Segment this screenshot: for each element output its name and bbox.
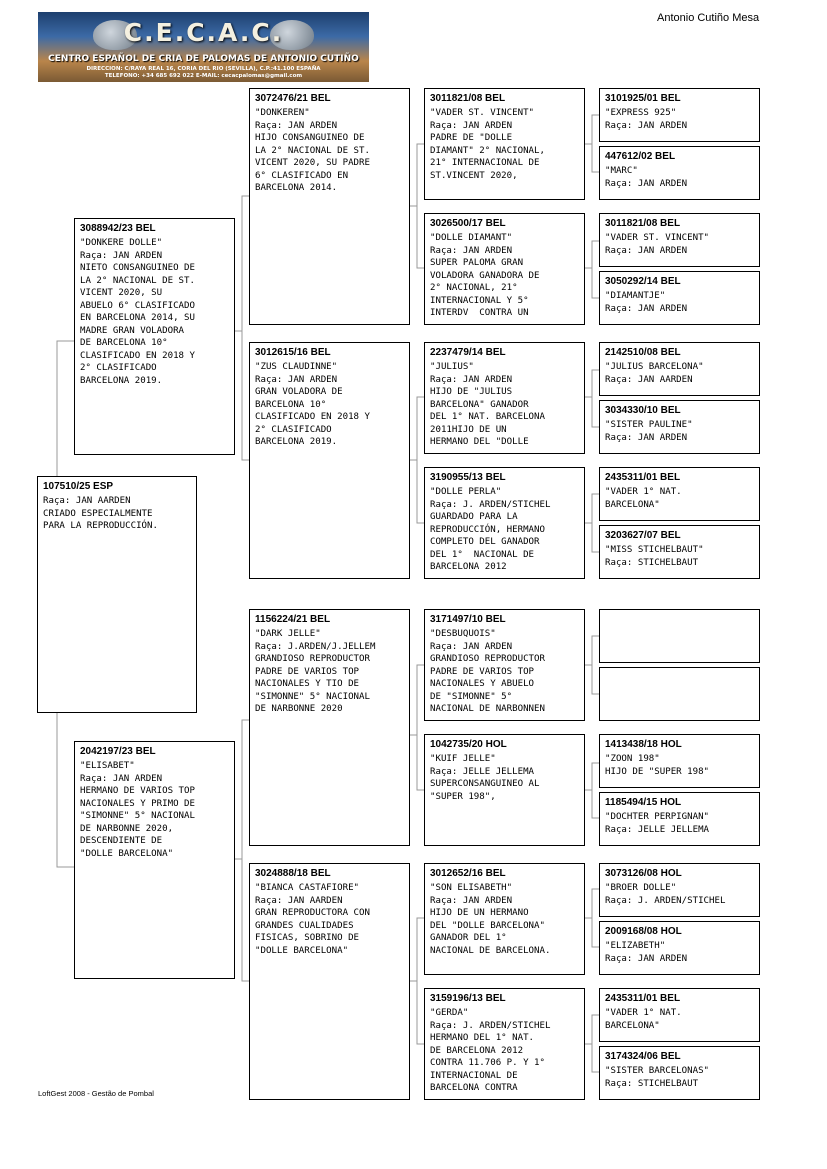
pigeon-card-sire-sire: [249, 88, 410, 325]
pigeon-card-g12: [599, 792, 760, 846]
pigeon-card-dam-sire: [249, 609, 410, 846]
ring-number: 3159196/13 BEL: [430, 993, 506, 1004]
pigeon-details: "DOLLE DIAMANT" Raça: JAN ARDEN SUPER PALOMA GRAN VOLADORA GANADORA DE 2° NACIONAL, 21° INTERNACIONAL Y 5° INTERDV CONTRA UN: [430, 233, 540, 318]
pigeon-details: "ELISABET" Raça: JAN ARDEN HERMANO DE VARIOS TOP NACIONALES Y PRIMO DE "SIMONNE" 5° NACIONAL DE NARBONNE 2020, DESCENDIENTE DE "DOLLE BARCELONA": [80, 761, 195, 859]
pigeon-card-sss: [424, 88, 585, 200]
pigeon-card-g7: [599, 467, 760, 521]
ring-number: 2009168/08 HOL: [605, 926, 682, 937]
pigeon-card-dds: [424, 863, 585, 975]
pigeon-details: "BIANCA CASTAFIORE" Raça: JAN AARDEN GRAN REPRODUCTORA CON GRANDES CUALIDADES FISICAS, SOBRINO DE "DOLLE BARCELONA": [255, 883, 370, 956]
pigeon-card-dss: [424, 609, 585, 721]
ring-number: 1042735/20 HOL: [430, 739, 507, 750]
pigeon-card-g11: [599, 734, 760, 788]
pigeon-details: "DONKEREN" Raça: JAN ARDEN HIJO CONSANGUINEO DE LA 2° NACIONAL DE ST. VICENT 2020, SU PADRE 6° CLASIFICADO EN BARCELONA 2014.: [255, 108, 370, 193]
pigeon-card-sire-dam: [249, 342, 410, 579]
ring-number: 2435311/01 BEL: [605, 993, 681, 1004]
software-footer: LoftGest 2008 - Gestão de Pombal: [38, 1089, 154, 1098]
pigeon-details: "DIAMANTJE" Raça: JAN ARDEN: [605, 291, 688, 314]
pigeon-details: "DOCHTER PERPIGNAN" Raça: JELLE JELLEMA: [605, 812, 710, 835]
ring-number: 3203627/07 BEL: [605, 530, 681, 541]
pigeon-details: "JULIUS BARCELONA" Raça: JAN AARDEN: [605, 362, 704, 385]
pigeon-details: "KUIF JELLE" Raça: JELLE JELLEMA SUPERCONSANGUINEO AL "SUPER 198",: [430, 754, 540, 802]
pigeon-details: "DONKERE DOLLE" Raça: JAN ARDEN NIETO CONSANGUINEO DE LA 2° NACIONAL DE ST. VICENT 2020, SU ABUELO 6° CLASIFICADO EN BARCELONA 2014, SU MADRE GRAN VOLADORA DE BARCELONA 10° CLASIFICADO EN 2018 Y 2° CLASIFICADO BARCELONA 2019.: [80, 238, 195, 386]
pigeon-card-g16: [599, 1046, 760, 1100]
ring-number: 3050292/14 BEL: [605, 276, 681, 287]
pigeon-card-g5: [599, 342, 760, 396]
pigeon-card-g2: [599, 146, 760, 200]
ring-number: 3024888/18 BEL: [255, 868, 331, 879]
pigeon-details: "ZUS CLAUDINNE" Raça: JAN ARDEN GRAN VOLADORA DE BARCELONA 10° CLASIFICADO EN 2018 Y 2° CLASIFICADO BARCELONA 2019.: [255, 362, 370, 447]
ring-number: 3101925/01 BEL: [605, 93, 681, 104]
pigeon-card-g14: [599, 921, 760, 975]
ring-number: 3034330/10 BEL: [605, 405, 681, 416]
pigeon-card-g15: [599, 988, 760, 1042]
pigeon-details: "SISTER BARCELONAS" Raça: STICHELBAUT: [605, 1066, 710, 1089]
ring-number: 3011821/08 BEL: [430, 93, 506, 104]
pigeon-details: "VADER 1° NAT. BARCELONA": [605, 1008, 682, 1031]
pigeon-details: "ZOON 198" HIJO DE "SUPER 198": [605, 754, 710, 777]
pigeon-details: "SISTER PAULINE" Raça: JAN ARDEN: [605, 420, 693, 443]
pigeon-details: "VADER ST. VINCENT" Raça: JAN ARDEN PADRE DE "DOLLE DIAMANT" 2° NACIONAL, 21° INTERNACIONAL DE ST.VINCENT 2020,: [430, 108, 545, 181]
ring-number: 2435311/01 BEL: [605, 472, 681, 483]
pigeon-card-dam-dam: [249, 863, 410, 1100]
pigeon-card-sire: [74, 218, 235, 455]
ring-number: 3190955/13 BEL: [430, 472, 506, 483]
pigeon-card-g9-empty: [599, 609, 760, 663]
pigeon-card-g10-empty: [599, 667, 760, 721]
pigeon-details: "EXPRESS 925" Raça: JAN ARDEN: [605, 108, 688, 131]
logo-subtitle: CENTRO ESPAÑOL DE CRIA DE PALOMAS DE ANTONIO CUTIÑO: [48, 54, 359, 64]
ring-number: 3174324/06 BEL: [605, 1051, 681, 1062]
pigeon-card-ddd: [424, 988, 585, 1100]
pigeon-details: "GERDA" Raça: J. ARDEN/STICHEL HERMANO DEL 1° NAT. DE BARCELONA 2012 CONTRA 11.706 P. Y 1° INTERNACIONAL DE BARCELONA CONTRA: [430, 1008, 551, 1093]
ring-number: 3088942/23 BEL: [80, 223, 156, 234]
pigeon-details: "SON ELISABETH" Raça: JAN ARDEN HIJO DE UN HERMANO DEL "DOLLE BARCELONA" GANADOR DEL 1° NACIONAL DE BARCELONA.: [430, 883, 551, 956]
pigeon-card-g8: [599, 525, 760, 579]
pigeon-details: "DESBUQUOIS" Raça: JAN ARDEN GRANDIOSO REPRODUCTOR PADRE DE VARIOS TOP NACIONALES Y ABUELO DE "SIMONNE" 5° NACIONAL DE NARBONNEN: [430, 629, 545, 714]
pigeon-card-subject: [37, 476, 197, 713]
pigeon-card-ssd: [424, 213, 585, 325]
pigeon-card-g4: [599, 271, 760, 325]
ring-number: 1156224/21 BEL: [255, 614, 331, 625]
ring-number: 3012652/16 BEL: [430, 868, 506, 879]
pigeon-details: "ELIZABETH" Raça: JAN ARDEN: [605, 941, 688, 964]
ring-number: 3012615/16 BEL: [255, 347, 331, 358]
ring-number: 2237479/14 BEL: [430, 347, 506, 358]
pigeon-details: "VADER 1° NAT. BARCELONA": [605, 487, 682, 510]
pigeon-details: "JULIUS" Raça: JAN ARDEN HIJO DE "JULIUS BARCELONA" GANADOR DEL 1° NAT. BARCELONA 2011HIJO DE UN HERMANO DEL "DOLLE: [430, 362, 545, 447]
ring-number: 2142510/08 BEL: [605, 347, 681, 358]
pigeon-details: "BROER DOLLE" Raça: J. ARDEN/STICHEL: [605, 883, 726, 906]
ring-number: 3026500/17 BEL: [430, 218, 506, 229]
pigeon-details: "VADER ST. VINCENT" Raça: JAN ARDEN: [605, 233, 710, 256]
pigeon-card-sds: [424, 342, 585, 454]
ring-number: 107510/25 ESP: [43, 481, 114, 492]
pigeon-details: "DARK JELLE" Raça: J.ARDEN/J.JELLEM GRANDIOSO REPRODUCTOR PADRE DE VARIOS TOP NACIONALES Y TIO DE "SIMONNE" 5° NACIONAL DE NARBONNE 2020: [255, 629, 376, 714]
ring-number: 1185494/15 HOL: [605, 797, 682, 808]
pigeon-card-g13: [599, 863, 760, 917]
pigeon-details: "MARC" Raça: JAN ARDEN: [605, 166, 688, 189]
pigeon-details: "MISS STICHELBAUT" Raça: STICHELBAUT: [605, 545, 704, 568]
pigeon-details: "DOLLE PERLA" Raça: J. ARDEN/STICHEL GUARDADO PARA LA REPRODUCCIÓN, HERMANO COMPLETO DEL GANADOR DEL 1° NACIONAL DE BARCELONA 2012: [430, 487, 551, 572]
pigeon-card-g6: [599, 400, 760, 454]
owner-name: Antonio Cutiño Mesa: [657, 12, 760, 24]
pigeon-card-dsd: [424, 734, 585, 846]
pigeon-card-sdd: [424, 467, 585, 579]
pigeon-details: Raça: JAN AARDEN CRIADO ESPECIALMENTE PARA LA REPRODUCCIÓN.: [43, 496, 158, 531]
ring-number: 3072476/21 BEL: [255, 93, 331, 104]
logo-title: C.E.C.A.C.: [123, 18, 284, 47]
pigeon-card-g3: [599, 213, 760, 267]
ring-number: 1413438/18 HOL: [605, 739, 682, 750]
ring-number: 3011821/08 BEL: [605, 218, 681, 229]
ring-number: 3073126/08 HOL: [605, 868, 682, 879]
ring-number: 3171497/10 BEL: [430, 614, 506, 625]
ring-number: 447612/02 BEL: [605, 151, 676, 162]
logo-address: DIRECCION: C/RAYA REAL 16, CORIA DEL RIO (SEVILLA), C.P.:41.100 ESPAÑA: [86, 66, 321, 72]
pigeon-card-dam: [74, 741, 235, 979]
pigeon-card-g1: [599, 88, 760, 142]
logo-contact: TELEFONO: +34 685 692 022 E-MAIL: cecacpalomas@gmail.com: [104, 73, 303, 79]
ring-number: 2042197/23 BEL: [80, 746, 156, 757]
